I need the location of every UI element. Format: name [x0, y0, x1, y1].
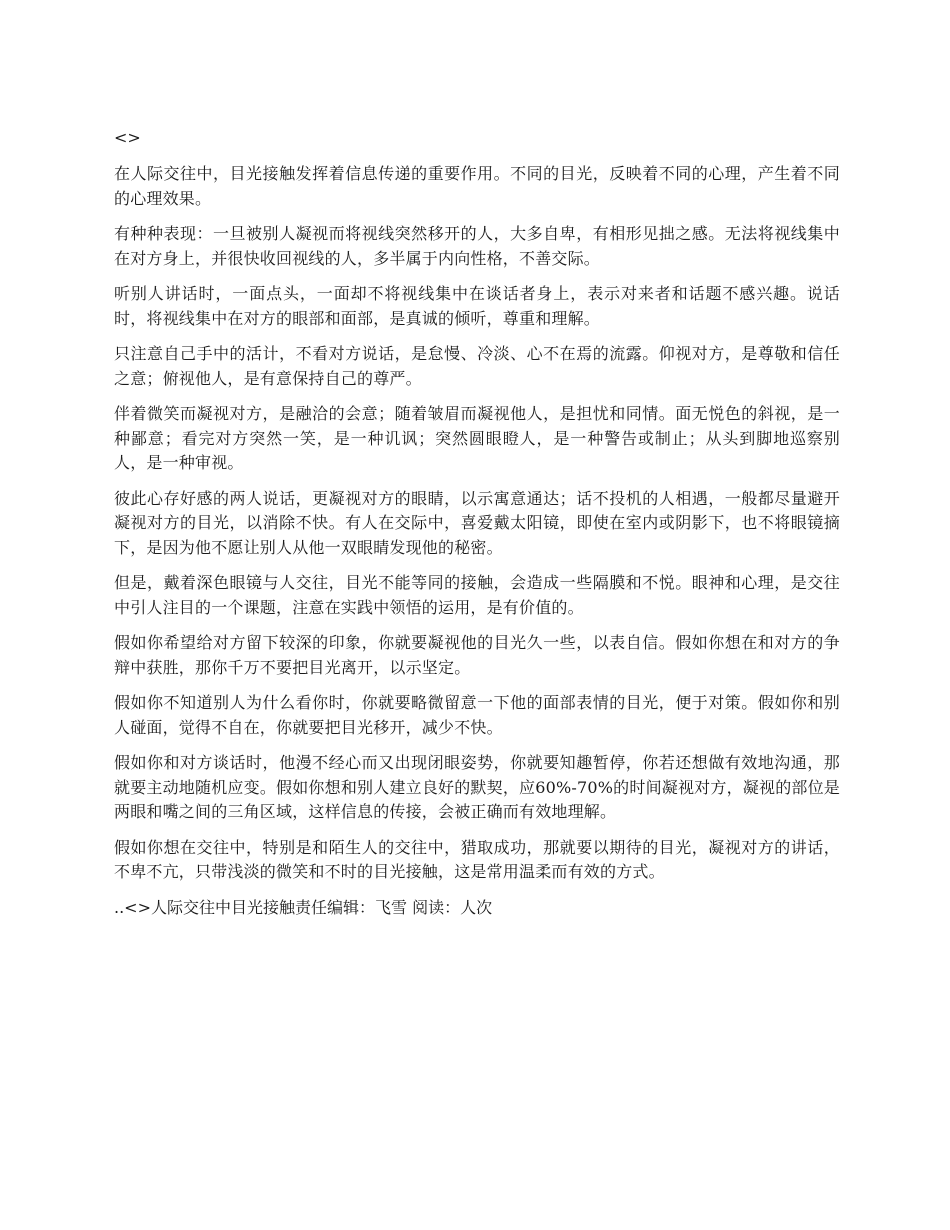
paragraph: 彼此心存好感的两人说话，更凝视对方的眼睛，以示寓意通达；话不投机的人相遇，一般都尽量避开凝视对方的目光，以消除不快。有人在交际中，喜爱戴太阳镜，即使在室内或阴影下，也不将眼镜摘下，是因为他不愿让别人从他一双眼睛发现他的秘密。: [114, 488, 840, 557]
paragraph: 假如你和对方谈话时，他漫不经心而又出现闭眼姿势，你就要知趣暂停，你若还想做有效地沟通，那就要主动地随机应变。假如你想和别人建立良好的默契，应60%-70%的时间凝视对方，凝视的部位是两眼和嘴之间的三角区域，这样信息的传接，会被正确而有效地理解。: [114, 753, 840, 821]
paragraph: 只注意自己手中的活计，不看对方说话，是怠慢、冷淡、心不在焉的流露。仰视对方，是尊敬和信任之意；俯视他人，是有意保持自己的尊严。: [114, 344, 840, 388]
paragraph: 假如你想在交往中，特别是和陌生人的交往中，猎取成功，那就要以期待的目光，凝视对方的讲话，不卑不亢，只带浅淡的微笑和不时的目光接触，这是常用温柔而有效的方式。: [114, 837, 840, 881]
paragraph: 假如你不知道别人为什么看你时，你就要略微留意一下他的面部表情的目光，便于对策。假如你和别人碰面，觉得不自在，你就要把目光移开，减少不快。: [114, 693, 840, 737]
paragraph: 有种种表现：一旦被别人凝视而将视线突然移开的人，大多自卑，有相形见拙之感。无法将视线集中在对方身上，并很快收回视线的人，多半属于内向性格，不善交际。: [114, 224, 840, 268]
document-footer: ..<>人际交往中目光接触责任编辑：飞雪 阅读：人次: [114, 897, 493, 917]
document-heading: <>: [114, 128, 141, 147]
document-body: [114, 126, 840, 920]
paragraph: 听别人讲话时，一面点头，一面却不将视线集中在谈话者身上，表示对来者和话题不感兴趣。说话时，将视线集中在对方的眼部和面部，是真诚的倾听，尊重和理解。: [114, 284, 840, 328]
paragraph: 在人际交往中，目光接触发挥着信息传递的重要作用。不同的目光，反映着不同的心理，产生着不同的心理效果。: [114, 164, 840, 208]
paragraph: 假如你希望给对方留下较深的印象，你就要凝视他的目光久一些，以表自信。假如你想在和对方的争辩中获胜，那你千万不要把目光离开，以示坚定。: [114, 633, 840, 677]
paragraph: 伴着微笑而凝视对方，是融洽的会意；随着皱眉而凝视他人，是担忧和同情。面无悦色的斜视，是一种鄙意；看完对方突然一笑，是一种讥讽；突然圆眼瞪人，是一种警告或制止；从头到脚地巡察别人，是一种审视。: [114, 404, 840, 472]
paragraph: 但是，戴着深色眼镜与人交往，目光不能等同的接触，会造成一些隔膜和不悦。眼神和心理，是交往中引人注目的一个课题，注意在实践中领悟的运用，是有价值的。: [114, 573, 840, 617]
